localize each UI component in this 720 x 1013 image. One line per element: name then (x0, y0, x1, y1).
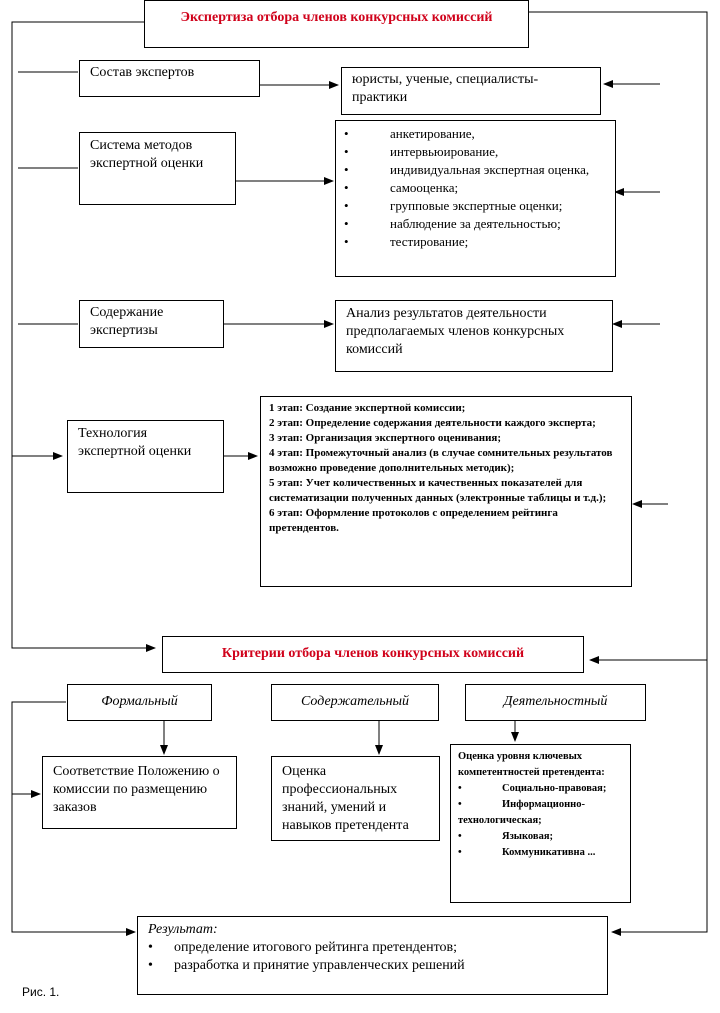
method-item-text: наблюдение за деятельностью; (390, 216, 561, 231)
content-value-box (335, 300, 613, 372)
bullet-icon: • (344, 180, 349, 195)
bullet-icon: • (148, 958, 153, 973)
criterion-content (271, 684, 439, 721)
top-title: Экспертиза отбора членов конкурсных комиссий (180, 10, 493, 25)
technology-label: Технология экспертной оценки (78, 426, 192, 459)
technology-label-box (67, 420, 224, 493)
criterion-activity (465, 684, 646, 721)
technology-stage: 4 этап: Промежуточный анализ (в случае сомнительных результатов возможно проведение дополнительных методик); (269, 447, 613, 474)
result-item (148, 957, 597, 975)
method-item-text: анкетирование, (390, 126, 475, 141)
method-item-text: групповые экспертные оценки; (390, 198, 563, 213)
method-item (344, 215, 607, 233)
bullet-icon: • (458, 831, 462, 842)
bullet-icon: • (458, 799, 462, 810)
figure-caption: Рис. 1. (22, 985, 60, 999)
criteria-title-box (162, 636, 584, 673)
content-detail: Оценка профессиональных знаний, умений и навыков претендента (282, 764, 409, 833)
experts-label: Состав экспертов (90, 65, 195, 80)
bullet-icon: • (458, 783, 462, 794)
bullet-icon: • (344, 216, 349, 231)
top-title-box (144, 0, 529, 48)
competence-item-text: Коммуникативна ... (502, 847, 596, 858)
competence-item (458, 781, 623, 797)
formal-detail: Соответствие Положению о комиссии по размещению заказов (53, 764, 220, 815)
activity-detail-box (450, 744, 631, 903)
bullet-icon: • (148, 940, 153, 955)
technology-stage: 2 этап: Определение содержания деятельности каждого эксперта; (269, 417, 596, 429)
content-detail-box (271, 756, 440, 841)
competence-item (458, 845, 623, 861)
experts-value-box (341, 67, 601, 115)
method-item (344, 125, 607, 143)
competence-item (458, 829, 623, 845)
bullet-icon: • (344, 198, 349, 213)
competence-item-text: Социально-правовая; (502, 783, 607, 794)
result-item-text: разработка и принятие управленческих решений (174, 958, 465, 973)
bullet-icon: • (344, 162, 349, 177)
method-item (344, 179, 607, 197)
competence-item-text: Языковая; (502, 831, 553, 842)
result-list (148, 939, 597, 975)
technology-stage: 6 этап: Оформление протоколов с определением рейтинга претендентов. (269, 507, 558, 534)
technology-stage: 3 этап: Организация экспертного оценивания; (269, 432, 502, 444)
competence-item-text: Информационно-технологическая; (458, 799, 585, 826)
competence-item (458, 797, 623, 829)
result-box (137, 916, 608, 995)
methods-label-box (79, 132, 236, 205)
method-item-text: индивидуальная экспертная оценка, (390, 162, 590, 177)
content-value: Анализ результатов деятельности предполагаемых членов конкурсных комиссий (346, 306, 565, 357)
method-item (344, 143, 607, 161)
formal-detail-box (42, 756, 237, 829)
criterion-content-label: Содержательный (300, 694, 410, 709)
content-label-box (79, 300, 224, 348)
method-item-text: самооценка; (390, 180, 459, 195)
criteria-title: Критерии отбора членов конкурсных комиссий (221, 646, 525, 661)
criterion-formal (67, 684, 212, 721)
activity-list (458, 781, 623, 861)
criterion-formal-label: Формальный (101, 694, 178, 709)
experts-value: юристы, ученые, специалисты-практики (352, 72, 539, 105)
activity-detail: Оценка уровня ключевых компетентностей претендента: (458, 751, 605, 778)
method-item (344, 233, 607, 251)
criterion-activity-label: Деятельностный (503, 694, 608, 709)
method-item (344, 161, 607, 179)
experts-label-box (79, 60, 260, 97)
method-item-text: тестирование; (390, 234, 469, 249)
methods-list-box (335, 120, 616, 277)
result-item-text: определение итогового рейтинга претендентов; (174, 940, 458, 955)
technology-stage: 5 этап: Учет количественных и качественных показателей для систематизации полученных данных (электронные таблицы и т.д.); (269, 477, 607, 504)
methods-label: Система методов экспертной оценки (90, 138, 204, 171)
content-label: Содержание экспертизы (90, 305, 164, 338)
bullet-icon: • (344, 234, 349, 249)
bullet-icon: • (458, 847, 462, 858)
technology-stage: 1 этап: Создание экспертной комиссии; (269, 402, 466, 414)
method-item-text: интервьюирование, (390, 144, 499, 159)
technology-stages (269, 401, 623, 536)
result-label: Результат: (148, 922, 218, 937)
bullet-icon: • (344, 126, 349, 141)
method-item (344, 197, 607, 215)
bullet-icon: • (344, 144, 349, 159)
methods-list (344, 125, 607, 251)
technology-stages-box (260, 396, 632, 587)
result-item (148, 939, 597, 957)
